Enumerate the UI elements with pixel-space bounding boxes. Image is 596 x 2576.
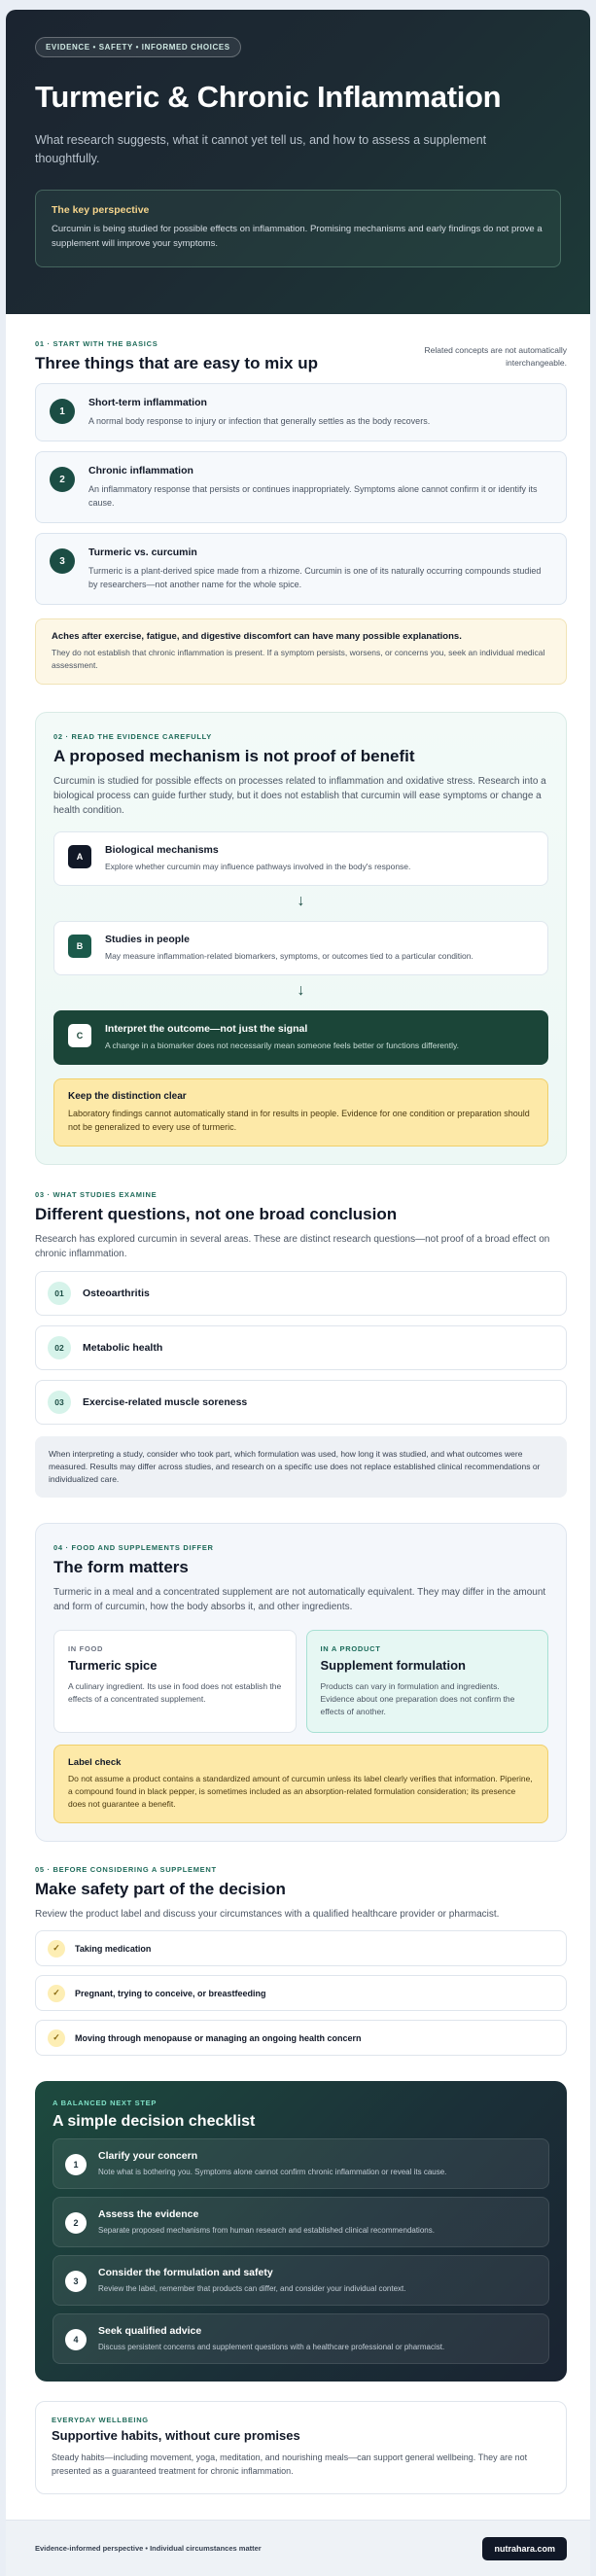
checklist-item-title: Seek qualified advice: [98, 2325, 202, 2337]
product-title: Supplement formulation: [320, 1658, 466, 1673]
topic-label: Exercise-related muscle soreness: [83, 1396, 248, 1408]
key-perspective-body: Curcumin is being studied for possible effects on inflammation. Promising mechanisms and early findings do not prove a supplement will improve your symptoms.: [52, 224, 543, 249]
checklist-title: A simple decision checklist: [53, 2113, 256, 2130]
step-title: Interpret the outcome—not just the signal: [105, 1023, 308, 1035]
study-interpretation-note: When interpreting a study, consider who took part, which formulation was used, how long it was studied, and what outcomes were measured. Results may differ across studies, and research on a specific use does not replace established clinical recommendations or individualized care.: [35, 1436, 567, 1498]
step-letter-badge: A: [68, 845, 91, 868]
concept-number: 3: [50, 548, 75, 574]
evidence-title: A proposed mechanism is not proof of benefit: [53, 747, 415, 765]
safety-item-label: Moving through menopause or managing an ongoing health concern: [75, 2032, 362, 2043]
main-content: [6, 314, 590, 2494]
checklist-number: 1: [65, 2154, 87, 2175]
studies-lead: Research has explored curcumin in several areas. These are distinct research questions—not proof of a broad effect on chronic inflammation.: [35, 1234, 550, 1259]
evidence-section: [35, 712, 567, 1165]
step-card-people: [53, 921, 548, 975]
safety-lead: Review the product label and discuss your circumstances with a qualified healthcare provider or pharmacist.: [35, 1909, 500, 1920]
studies-title: Different questions, not one broad conclusion: [35, 1205, 398, 1223]
checklist-number: 2: [65, 2212, 87, 2234]
concept-title: Short-term inflammation: [88, 397, 207, 408]
distinction-title: Keep the distinction clear: [68, 1091, 187, 1102]
hero-subtitle: What research suggests, what it cannot yet tell us, and how to assess a supplement thoughtfully.: [35, 133, 487, 165]
food-form-card: [53, 1630, 297, 1733]
distinction-callout: [53, 1078, 548, 1147]
food-body: A culinary ingredient. Its use in food does not establish the effects of a concentrated supplement.: [68, 1681, 282, 1704]
safety-item: [35, 1975, 567, 2011]
safety-item-label: Pregnant, trying to conceive, or breastfeeding: [75, 1988, 266, 1998]
topic-number: 01: [48, 1282, 71, 1305]
step-body: May measure inflammation-related biomarkers, symptoms, or outcomes tied to a particular condition.: [105, 951, 473, 961]
checklist-item: [53, 2313, 549, 2364]
safety-item: [35, 1930, 567, 1966]
product-body: Products can vary in formulation and ingredients. Evidence about one preparation does not confirm the effects of another.: [320, 1681, 515, 1716]
concept-title: Chronic inflammation: [88, 465, 193, 476]
basics-title: Three things that are easy to mix up: [35, 354, 318, 372]
everyday-body: Steady habits—including movement, yoga, meditation, and nourishing meals—can support general wellbeing. They are not presented as a guaranteed treatment for chronic inflammation.: [52, 2452, 528, 2476]
checklist-item: [53, 2197, 549, 2247]
hero-section: [6, 10, 590, 314]
step-card-interpret: [53, 1010, 548, 1065]
safety-section: [35, 1842, 567, 2056]
arrow-down-icon: ↓: [297, 982, 305, 999]
step-card-mechanisms: [53, 831, 548, 886]
checklist-item-title: Consider the formulation and safety: [98, 2267, 273, 2278]
decision-checklist: [35, 2081, 567, 2382]
distinction-body: Laboratory findings cannot automatically stand in for results in people. Evidence for one condition or preparation should not be generalized to every use of turmeric.: [68, 1109, 530, 1132]
safety-title: Make safety part of the decision: [35, 1880, 286, 1898]
step-letter-badge: B: [68, 935, 91, 958]
step-body: Explore whether curcumin may influence pathways involved in the body's response.: [105, 862, 411, 871]
brand-link-button[interactable]: nutrahara.com: [482, 2537, 567, 2560]
concept-body: A normal body response to injury or infection that generally settles as the body recovers.: [88, 416, 431, 426]
checklist-item-body: Separate proposed mechanisms from human research and established clinical recommendations.: [98, 2226, 435, 2235]
check-icon: ✓: [48, 1985, 65, 2002]
product-form-card: [306, 1630, 549, 1733]
concept-number: 2: [50, 467, 75, 492]
footer-tagline: Evidence-informed perspective • Individual circumstances matter: [35, 2544, 262, 2553]
step-letter-badge: C: [68, 1024, 91, 1047]
forms-eyebrow: 04 · FOOD AND SUPPLEMENTS DIFFER: [53, 1543, 214, 1552]
hero-badge: EVIDENCE • SAFETY • INFORMED CHOICES: [35, 37, 241, 57]
step-title: Studies in people: [105, 934, 190, 945]
check-icon: ✓: [48, 2029, 65, 2047]
everyday-eyebrow: EVERYDAY WELLBEING: [52, 2416, 149, 2424]
concept-body: Turmeric is a plant-derived spice made from a rhizome. Curcumin is one of its naturally occurring compounds studied by researchers—not another name for the whole spice.: [88, 566, 542, 589]
concept-card: [35, 383, 567, 441]
label-check-body: Do not assume a product contains a standardized amount of curcumin unless its label clearly verifies that information. Piperine, a compound found in black pepper, is sometimes included as an absorption-related formulation consideration; its presence does not guarantee a benefit.: [68, 1774, 533, 1809]
study-topic-item: [35, 1380, 567, 1425]
evidence-lead: Curcumin is studied for possible effects on processes related to inflammation and oxidative stress. Research into a biological process can guide further study, but it does not establish that curcumin will ease symptoms or change a health condition.: [53, 776, 546, 816]
concept-title: Turmeric vs. curcumin: [88, 547, 197, 558]
footer: [6, 2520, 590, 2576]
concept-number: 1: [50, 399, 75, 424]
checklist-number: 4: [65, 2329, 87, 2350]
studies-section: [35, 1165, 567, 1498]
forms-lead: Turmeric in a meal and a concentrated supplement are not automatically equivalent. They may differ in the amount and form of curcumin, how the body absorbs it, and other ingredients.: [53, 1587, 546, 1612]
topic-number: 02: [48, 1336, 71, 1359]
food-title: Turmeric spice: [68, 1658, 158, 1673]
checklist-number: 3: [65, 2271, 87, 2292]
checklist-item-body: Note what is bothering you. Symptoms alone cannot confirm chronic inflammation or reveal its cause.: [98, 2168, 447, 2176]
label-check-title: Label check: [68, 1757, 122, 1768]
arrow-down-icon: ↓: [297, 893, 305, 909]
form-comparison: [53, 1630, 548, 1733]
basics-note: Related concepts are not automatically interchangeable.: [424, 345, 567, 368]
study-topic-item: [35, 1271, 567, 1316]
checklist-item: [53, 2138, 549, 2189]
concept-card: [35, 451, 567, 523]
check-icon: ✓: [48, 1940, 65, 1958]
step-body: A change in a biomarker does not necessarily mean someone feels better or functions differently.: [105, 1041, 459, 1050]
page: [6, 10, 590, 2576]
label-check-callout: [53, 1745, 548, 1823]
basics-eyebrow: 01 · START WITH THE BASICS: [35, 339, 158, 348]
symptom-warning-box: [35, 618, 567, 685]
topic-label: Metabolic health: [83, 1342, 163, 1354]
evidence-eyebrow: 02 · READ THE EVIDENCE CAREFULLY: [53, 732, 212, 741]
concept-card: [35, 533, 567, 605]
checklist-item: [53, 2255, 549, 2306]
checklist-item-title: Clarify your concern: [98, 2150, 198, 2162]
studies-eyebrow: 03 · WHAT STUDIES EXAMINE: [35, 1190, 158, 1199]
checklist-item-body: Discuss persistent concerns and supplement questions with a healthcare professional or pharmacist.: [98, 2343, 445, 2351]
everyday-wellbeing-card: [35, 2401, 567, 2494]
forms-title: The form matters: [53, 1558, 189, 1576]
safety-eyebrow: 05 · BEFORE CONSIDERING A SUPPLEMENT: [35, 1865, 217, 1874]
checklist-item-body: Review the label, remember that products can differ, and consider your individual context.: [98, 2284, 406, 2293]
checklist-eyebrow: A BALANCED NEXT STEP: [53, 2099, 158, 2107]
everyday-title: Supportive habits, without cure promises: [52, 2428, 300, 2443]
basics-section: [35, 314, 567, 685]
checklist-item-title: Assess the evidence: [98, 2208, 199, 2220]
forms-section: [35, 1523, 567, 1842]
safety-item: [35, 2020, 567, 2056]
key-perspective-box: [35, 190, 561, 267]
warning-body: They do not establish that chronic inflammation is present. If a symptom persists, worsens, or concerns you, seek an individual medical assessment.: [52, 648, 545, 670]
key-perspective-title: The key perspective: [52, 204, 150, 216]
food-eyebrow: IN FOOD: [68, 1644, 104, 1653]
page-title: Turmeric & Chronic Inflammation: [35, 80, 502, 114]
step-title: Biological mechanisms: [105, 844, 219, 856]
study-topic-item: [35, 1325, 567, 1370]
topic-label: Osteoarthritis: [83, 1288, 150, 1299]
safety-item-label: Taking medication: [75, 1943, 152, 1954]
warning-title: Aches after exercise, fatigue, and digestive discomfort can have many possible explanations.: [52, 631, 462, 642]
topic-number: 03: [48, 1391, 71, 1414]
concept-body: An inflammatory response that persists or continues inappropriately. Symptoms alone cannot confirm it or identify its cause.: [88, 484, 538, 508]
product-eyebrow: IN A PRODUCT: [320, 1644, 381, 1653]
